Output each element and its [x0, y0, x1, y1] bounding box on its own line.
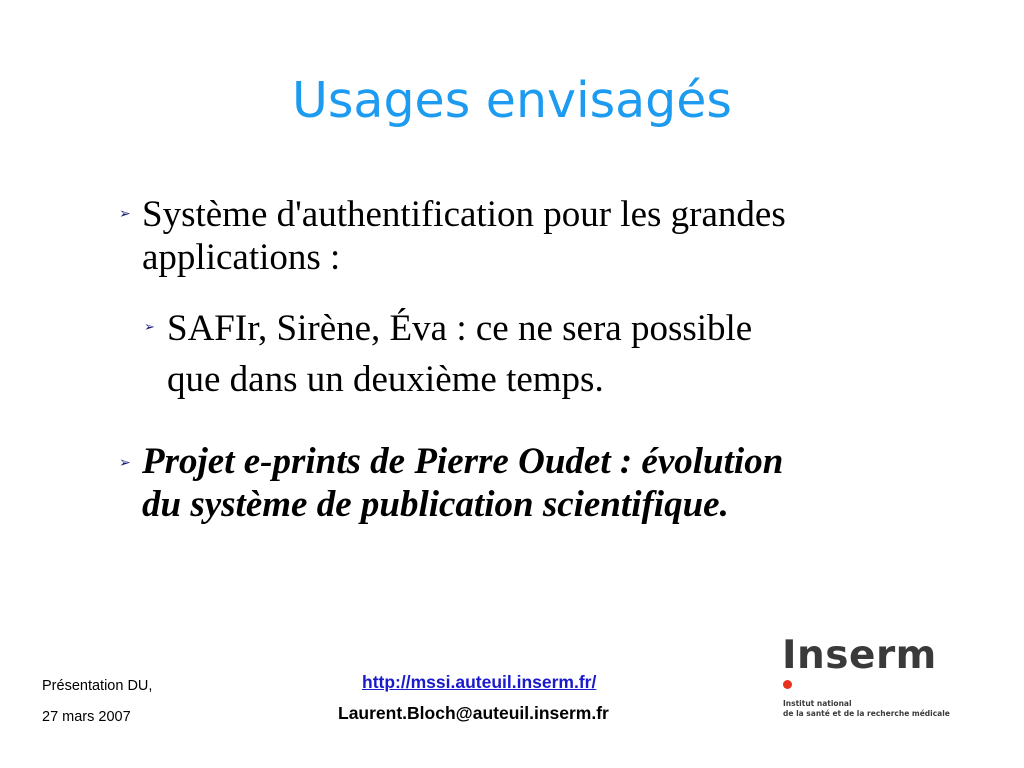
footer-presentation-label: Présentation DU,: [42, 678, 153, 694]
bullet-item: [119, 440, 784, 526]
bullet-line: du système de publication scientifique.: [142, 484, 729, 525]
bullet-line: applications :: [142, 237, 341, 278]
slide-title: Usages envisagés: [292, 72, 732, 129]
footer-date: 27 mars 2007: [42, 709, 131, 725]
bullet-arrow-icon: ➢: [144, 320, 155, 335]
sub-bullet-line: SAFIr, Sirène, Éva : ce ne sera possible: [167, 308, 753, 349]
bullet-arrow-icon: ➢: [119, 206, 131, 222]
bullet-line: Projet e-prints de Pierre Oudet : évolution: [142, 441, 784, 482]
logo-subtitle-line: Institut national: [783, 699, 852, 708]
sub-bullet-item: [144, 303, 753, 405]
bullet-item: [119, 193, 786, 279]
footer-url-link[interactable]: http://mssi.auteuil.inserm.fr/: [362, 672, 597, 692]
inserm-logo: [782, 633, 972, 726]
footer-email: Laurent.Bloch@auteuil.inserm.fr: [338, 703, 609, 723]
bullet-line: Système d'authentification pour les grandes: [142, 194, 786, 235]
sub-bullet-line: que dans un deuxième temps.: [167, 359, 604, 400]
logo-dot-icon: [783, 680, 792, 689]
logo-subtitle-line: de la santé et de la recherche médicale: [783, 709, 950, 718]
logo-wordmark: Inserm: [782, 633, 937, 678]
bullet-arrow-icon: ➢: [119, 455, 131, 471]
